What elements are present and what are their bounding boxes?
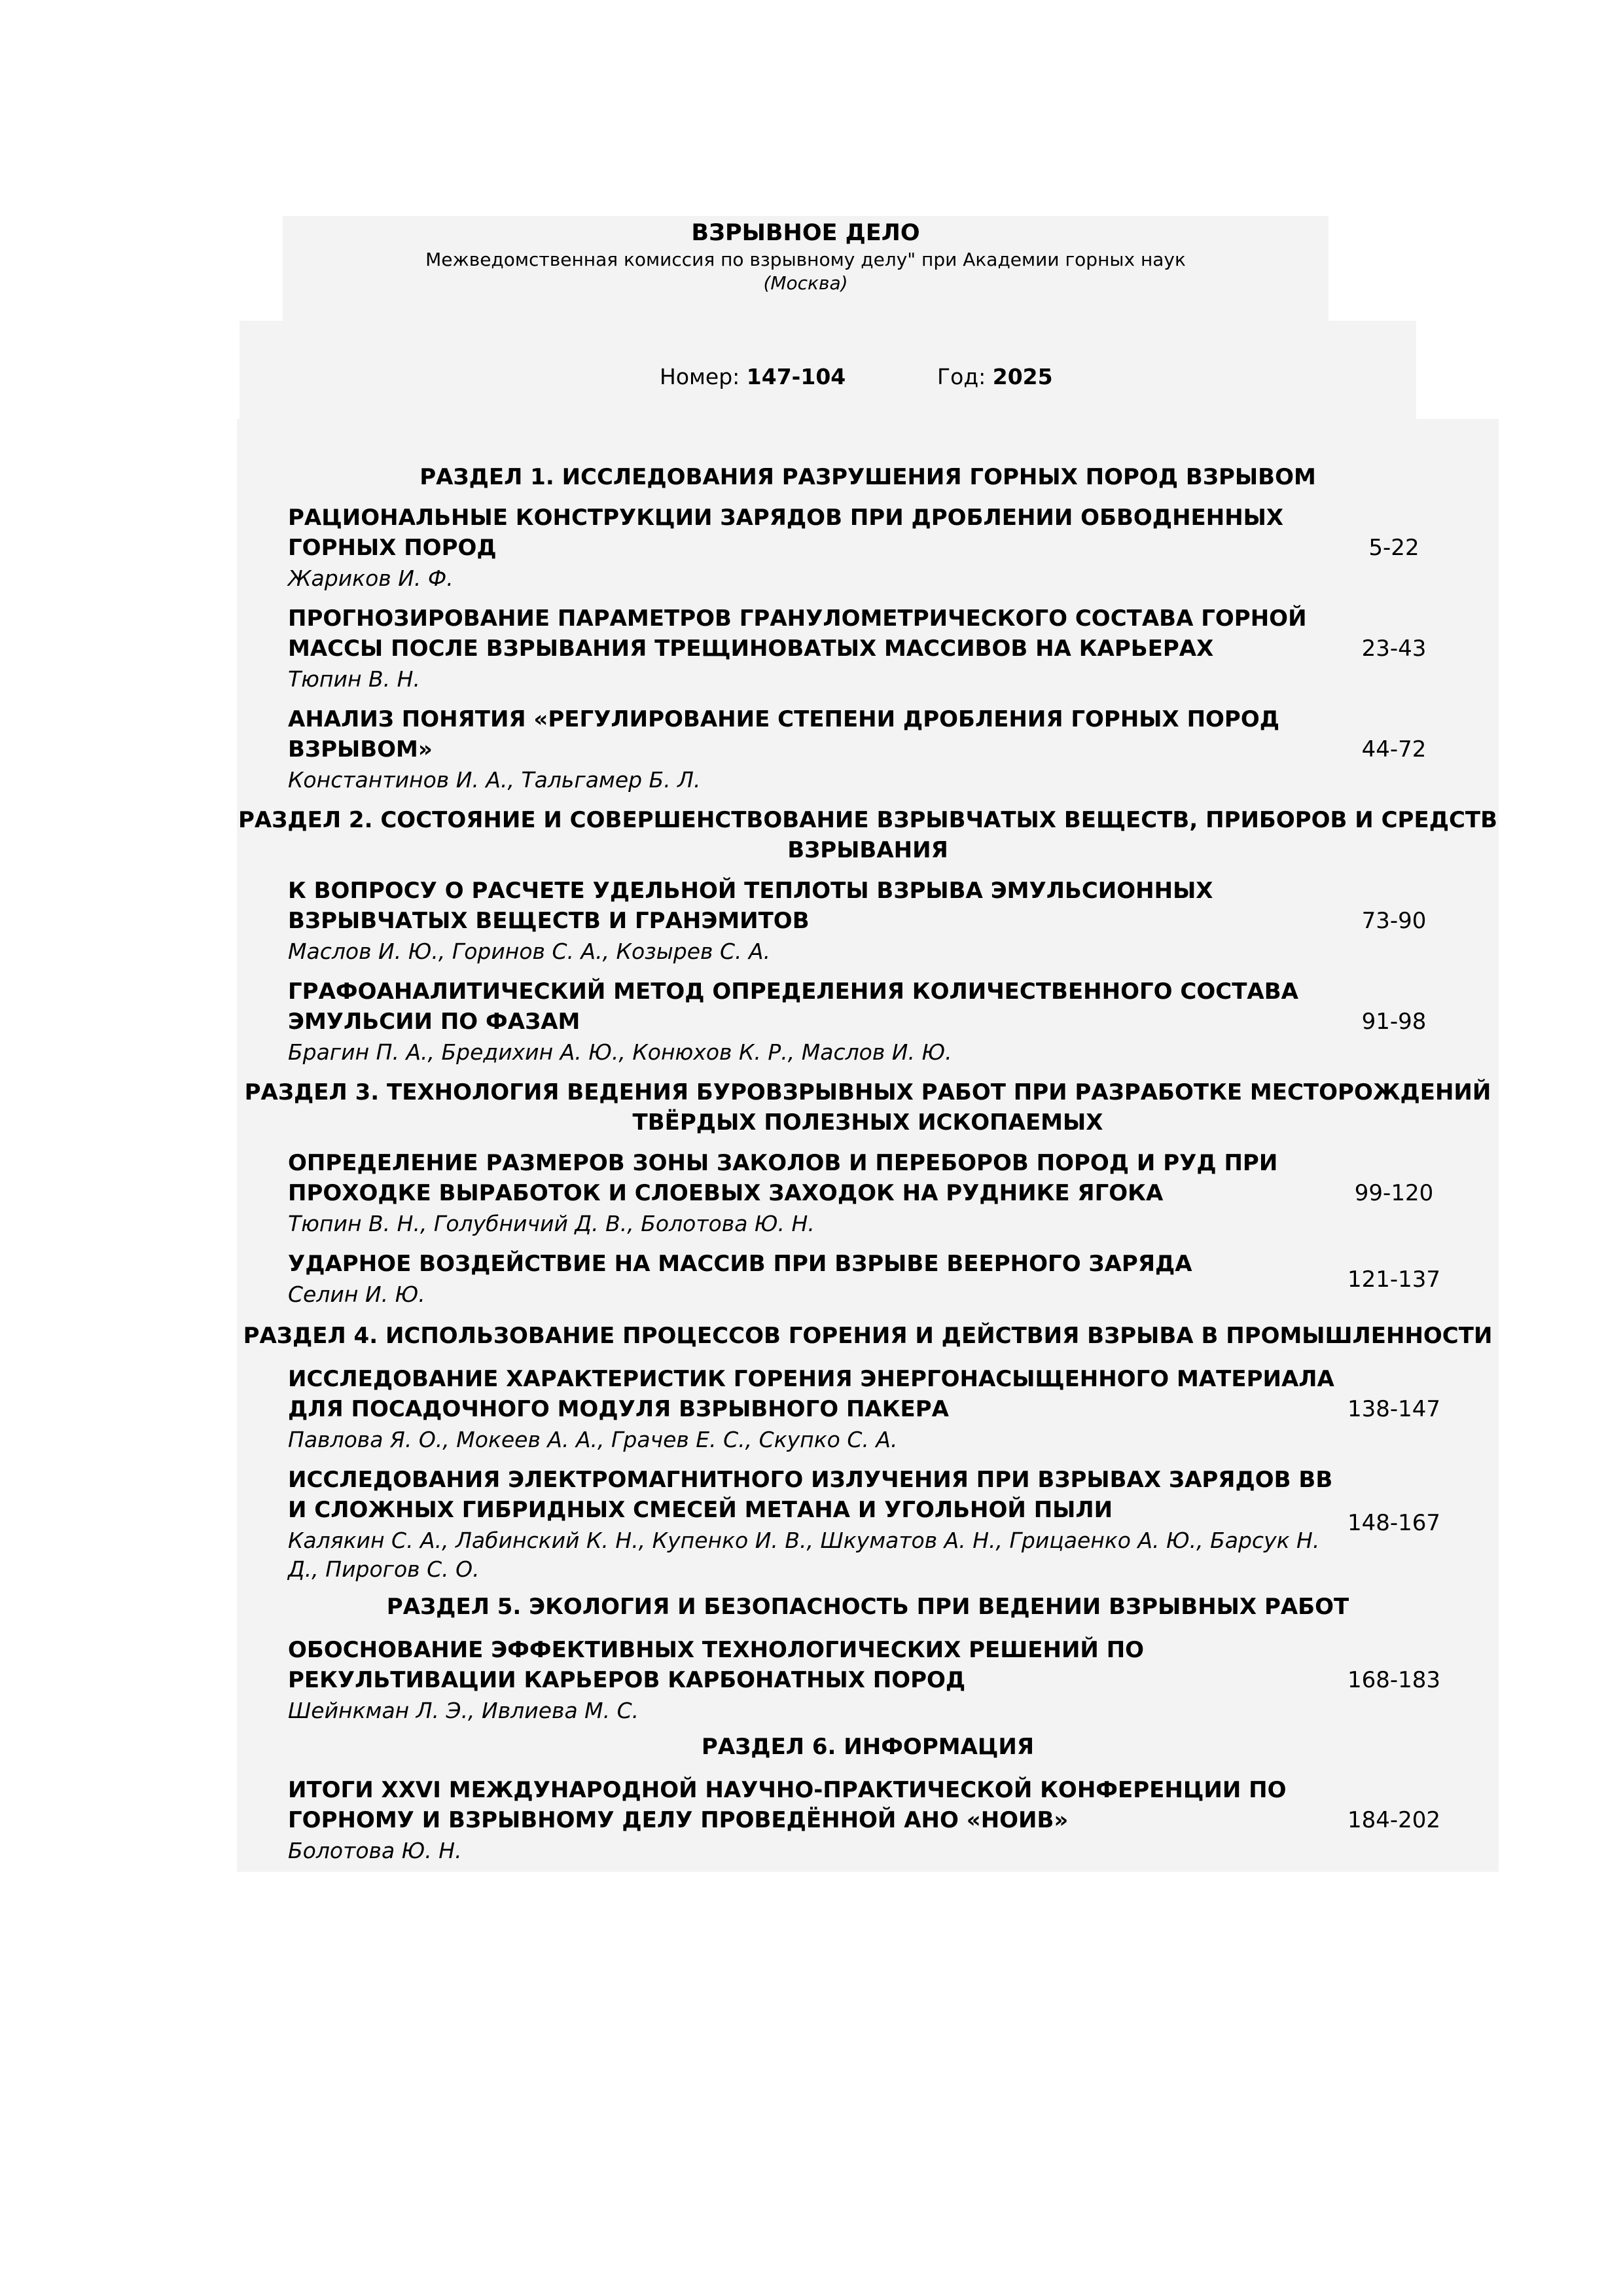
article-pages: 148-167: [1347, 1510, 1441, 1536]
article-authors: Болотова Ю. Н.: [288, 1838, 462, 1863]
article-title[interactable]: ИТОГИ XXVI МЕЖДУНАРОДНОЙ НАУЧНО-ПРАКТИЧЕСКОЙ КОНФЕРЕНЦИИ ПО ГОРНОМУ И ВЗРЫВНОМУ ДЕЛУ ПРОВЕДЁННОЙ АНО «НОИВ»: [288, 1777, 1287, 1833]
article-authors: Маслов И. Ю., Горинов С. А., Козырев С. А.: [288, 939, 771, 964]
section-1-title: РАЗДЕЛ 1. ИССЛЕДОВАНИЯ РАЗРУШЕНИЯ ГОРНЫХ ПОРОД ВЗРЫВОМ: [419, 464, 1316, 490]
article-pages: 44-72: [1361, 736, 1427, 762]
journal-organization: Межведомственная комиссия по взрывному делу" при Академии горных наук: [425, 249, 1186, 270]
article-authors: Тюпин В. Н., Голубничий Д. В., Болотова Ю. Н.: [288, 1211, 815, 1236]
section-4-title: РАЗДЕЛ 4. ИСПОЛЬЗОВАНИЕ ПРОЦЕССОВ ГОРЕНИЯ И ДЕЙСТВИЯ ВЗРЫВА В ПРОМЫШЛЕННОСТИ: [243, 1323, 1493, 1349]
section-5-title: РАЗДЕЛ 5. ЭКОЛОГИЯ И БЕЗОПАСНОСТЬ ПРИ ВЕДЕНИИ ВЗРЫВНЫХ РАБОТ: [386, 1594, 1349, 1620]
issue-number: [660, 363, 846, 391]
section-2-title: РАЗДЕЛ 2. СОСТОЯНИЕ И СОВЕРШЕНСТВОВАНИЕ ВЗРЫВЧАТЫХ ВЕЩЕСТВ, ПРИБОРОВ И СРЕДСТВ ВЗРЫВАНИЯ: [238, 807, 1498, 863]
issue-number-label: Номер:: [660, 364, 740, 389]
article-title[interactable]: ИССЛЕДОВАНИЯ ЭЛЕКТРОМАГНИТНОГО ИЗЛУЧЕНИЯ ПРИ ВЗРЫВАХ ЗАРЯДОВ ВВ И СЛОЖНЫХ ГИБРИДНЫХ СМЕСЕЙ МЕТАНА И УГОЛЬНОЙ ПЫЛИ: [288, 1467, 1333, 1523]
article-authors: Константинов И. А., Тальгамер Б. Л.: [288, 767, 701, 793]
article-pages: 99-120: [1354, 1180, 1434, 1206]
section-6-title: РАЗДЕЛ 6. ИНФОРМАЦИЯ: [701, 1734, 1035, 1760]
article-authors: Селин И. Ю.: [288, 1282, 425, 1307]
article-authors: Тюпин В. Н.: [288, 666, 420, 692]
article-pages: 138-147: [1347, 1396, 1441, 1422]
issue-year-label: Год:: [937, 364, 986, 389]
article-title[interactable]: ПРОГНОЗИРОВАНИЕ ПАРАМЕТРОВ ГРАНУЛОМЕТРИЧЕСКОГО СОСТАВА ГОРНОЙ МАССЫ ПОСЛЕ ВЗРЫВАНИЯ ТРЕЩИНОВАТЫХ МАССИВОВ НА КАРЬЕРАХ: [288, 605, 1307, 662]
article-authors: Шейнкман Л. Э., Ивлиева М. С.: [288, 1698, 639, 1723]
article-title[interactable]: К ВОПРОСУ О РАСЧЕТЕ УДЕЛЬНОЙ ТЕПЛОТЫ ВЗРЫВА ЭМУЛЬСИОННЫХ ВЗРЫВЧАТЫХ ВЕЩЕСТВ И ГРАНЭМИТОВ: [288, 878, 1213, 934]
article-pages: 23-43: [1361, 636, 1427, 662]
issue-number-value: 147-104: [746, 364, 846, 389]
article-pages: 184-202: [1347, 1807, 1441, 1833]
article-authors: Павлова Я. О., Мокеев А. А., Грачев Е. С., Скупко С. А.: [288, 1427, 898, 1452]
article-title[interactable]: УДАРНОЕ ВОЗДЕЙСТВИЕ НА МАССИВ ПРИ ВЗРЫВЕ ВЕЕРНОГО ЗАРЯДА: [288, 1251, 1192, 1277]
journal-title: ВЗРЫВНОЕ ДЕЛО: [691, 220, 920, 246]
article-title[interactable]: ОБОСНОВАНИЕ ЭФФЕКТИВНЫХ ТЕХНОЛОГИЧЕСКИХ РЕШЕНИЙ ПО РЕКУЛЬТИВАЦИИ КАРЬЕРОВ КАРБОНАТНЫХ ПОРОД: [288, 1637, 1145, 1693]
article-pages: 5-22: [1368, 535, 1419, 561]
issue-year-value: 2025: [992, 364, 1053, 389]
issue-year: [937, 363, 1053, 391]
article-title[interactable]: РАЦИОНАЛЬНЫЕ КОНСТРУКЦИИ ЗАРЯДОВ ПРИ ДРОБЛЕНИИ ОБВОДНЕННЫХ ГОРНЫХ ПОРОД: [288, 505, 1284, 561]
article-pages: 91-98: [1361, 1009, 1427, 1035]
article-authors: Брагин П. А., Бредихин А. Ю., Конюхов К. Р., Маслов И. Ю.: [288, 1039, 952, 1065]
article-title[interactable]: ОПРЕДЕЛЕНИЕ РАЗМЕРОВ ЗОНЫ ЗАКОЛОВ И ПЕРЕБОРОВ ПОРОД И РУД ПРИ ПРОХОДКЕ ВЫРАБОТОК И СЛОЕВЫХ ЗАХОДОК НА РУДНИКЕ ЯГОКА: [288, 1150, 1278, 1206]
article-pages: 73-90: [1361, 908, 1427, 934]
article-pages: 121-137: [1347, 1266, 1441, 1293]
article-title[interactable]: ГРАФОАНАЛИТИЧЕСКИЙ МЕТОД ОПРЕДЕЛЕНИЯ КОЛИЧЕСТВЕННОГО СОСТАВА ЭМУЛЬСИИ ПО ФАЗАМ: [288, 978, 1298, 1035]
article-title[interactable]: АНАЛИЗ ПОНЯТИЯ «РЕГУЛИРОВАНИЕ СТЕПЕНИ ДРОБЛЕНИЯ ГОРНЫХ ПОРОД ВЗРЫВОМ»: [288, 706, 1280, 762]
article-title[interactable]: ИССЛЕДОВАНИЕ ХАРАКТЕРИСТИК ГОРЕНИЯ ЭНЕРГОНАСЫЩЕННОГО МАТЕРИАЛА ДЛЯ ПОСАДОЧНОГО МОДУЛЯ ВЗРЫВНОГО ПАКЕРА: [288, 1366, 1334, 1422]
journal-city: (Москва): [763, 272, 848, 294]
article-pages: 168-183: [1347, 1667, 1441, 1693]
article-authors: Жариков И. Ф.: [288, 565, 454, 591]
article-authors: Калякин С. А., Лабинский К. Н., Купенко И. В., Шкуматов А. Н., Грицаенко А. Ю., Барсук Н. Д., Пирогов С. О.: [288, 1528, 1320, 1582]
section-3-title: РАЗДЕЛ 3. ТЕХНОЛОГИЯ ВЕДЕНИЯ БУРОВЗРЫВНЫХ РАБОТ ПРИ РАЗРАБОТКЕ МЕСТОРОЖДЕНИЙ ТВЁРДЫХ ПОЛЕЗНЫХ ИСКОПАЕМЫХ: [244, 1079, 1491, 1136]
